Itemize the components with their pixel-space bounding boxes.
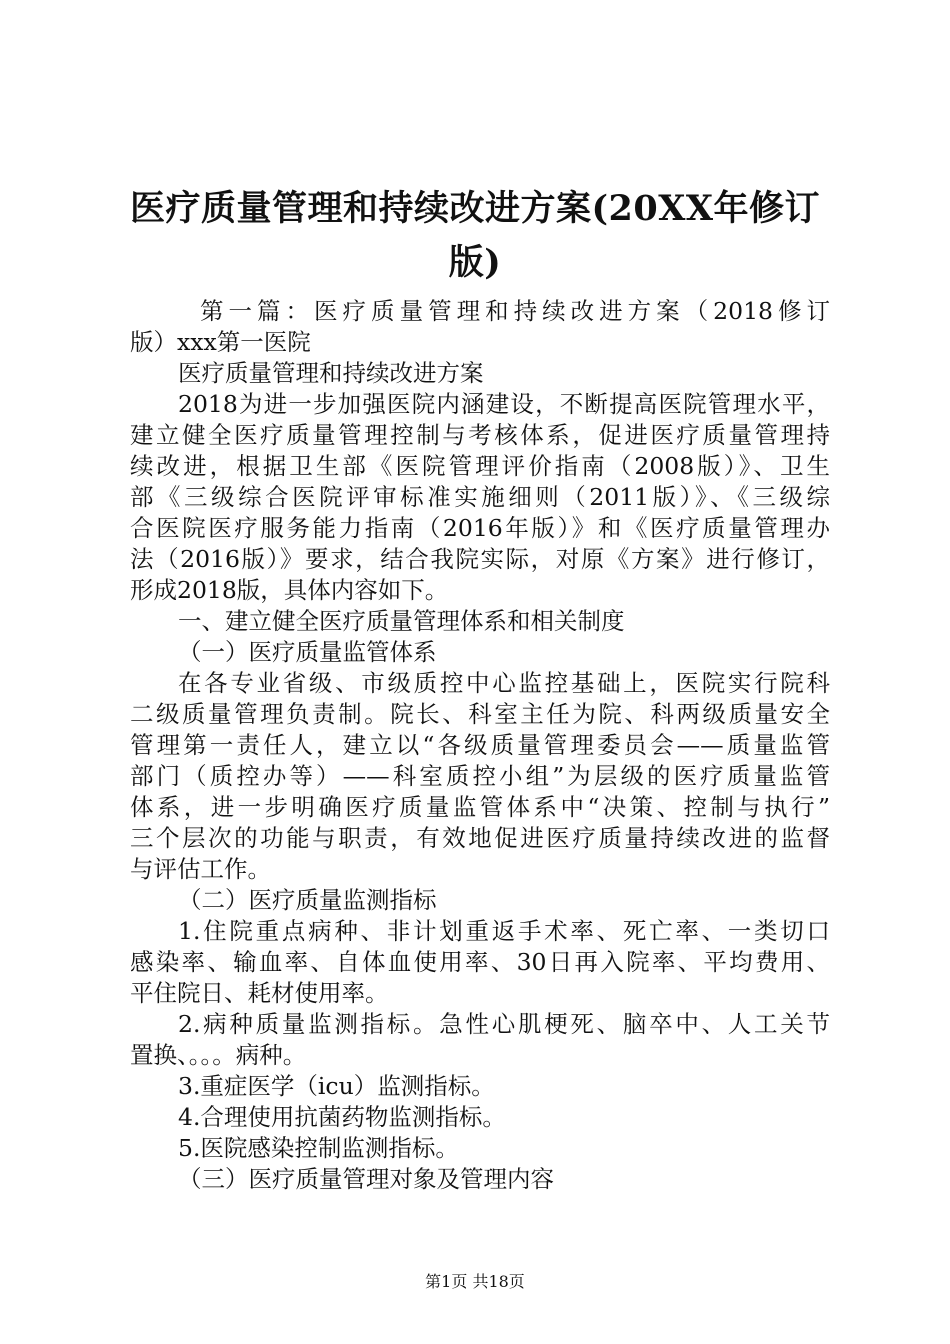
body-line: 续改进，根据卫生部《医院管理评价指南（2008版）》、卫生 bbox=[130, 452, 830, 480]
body-line: （一）医疗质量监管体系 bbox=[178, 638, 437, 666]
body-line: 形成2018版，具体内容如下。 bbox=[130, 576, 449, 604]
document-body bbox=[130, 296, 830, 1195]
body-line: 版）xxx第一医院 bbox=[130, 328, 311, 356]
body-line: 1.住院重点病种、非计划重返手术率、死亡率、一类切口 bbox=[178, 917, 830, 945]
body-line: 第一篇：医疗质量管理和持续改进方案（2018修订 bbox=[200, 297, 830, 325]
body-line: 3.重症医学（icu）监测指标。 bbox=[178, 1072, 495, 1100]
body-line: 合医院医疗服务能力指南（2016年版）》和《医疗质量管理办 bbox=[130, 514, 830, 542]
body-line: 部《三级综合医院评审标准实施细则（2011版）》、《三级综 bbox=[130, 483, 830, 511]
body-line: 4.合理使用抗菌药物监测指标。 bbox=[178, 1103, 506, 1131]
body-line: 与评估工作。 bbox=[130, 855, 271, 883]
body-line: （二）医疗质量监测指标 bbox=[178, 886, 437, 914]
page-footer: 第1页 共18页 bbox=[425, 1272, 525, 1291]
body-line: 医疗质量管理和持续改进方案 bbox=[178, 359, 484, 387]
body-line: 部门（质控办等）——科室质控小组”为层级的医疗质量监管 bbox=[130, 762, 830, 790]
body-line: 三个层次的功能与职责，有效地促进医疗质量持续改进的监督 bbox=[130, 824, 830, 852]
title-line-1: 医疗质量管理和持续改进方案(20XX年修订 bbox=[129, 188, 821, 229]
body-line: 建立健全医疗质量管理控制与考核体系，促进医疗质量管理持 bbox=[130, 421, 830, 449]
body-line: 5.医院感染控制监测指标。 bbox=[178, 1134, 459, 1162]
body-line: 2018为进一步加强医院内涵建设，不断提高医院管理水平， bbox=[178, 390, 830, 418]
body-line: 在各专业省级、市级质控中心监控基础上，医院实行院科 bbox=[178, 669, 830, 697]
body-line: 一、建立健全医疗质量管理体系和相关制度 bbox=[178, 607, 625, 635]
body-line: 平住院日、耗材使用率。 bbox=[130, 979, 389, 1007]
body-line: 二级质量管理负责制。院长、科室主任为院、科两级质量安全 bbox=[130, 700, 830, 728]
body-line: 管理第一责任人，建立以“各级质量管理委员会——质量监管 bbox=[130, 731, 830, 759]
document-title bbox=[100, 182, 850, 290]
body-line: 置换、。。。病种。 bbox=[130, 1041, 307, 1069]
body-line: 体系，进一步明确医疗质量监管体系中“决策、控制与执行” bbox=[130, 793, 830, 821]
body-line: 感染率、输血率、自体血使用率、30日再入院率、平均费用、 bbox=[130, 948, 830, 976]
body-line: 2.病种质量监测指标。急性心肌梗死、脑卒中、人工关节 bbox=[178, 1010, 830, 1038]
body-line: 法（2016版）》要求，结合我院实际，对原《方案》进行修订， bbox=[130, 545, 830, 573]
body-line: （三）医疗质量管理对象及管理内容 bbox=[178, 1165, 554, 1193]
title-line-2: 版) bbox=[448, 242, 502, 283]
